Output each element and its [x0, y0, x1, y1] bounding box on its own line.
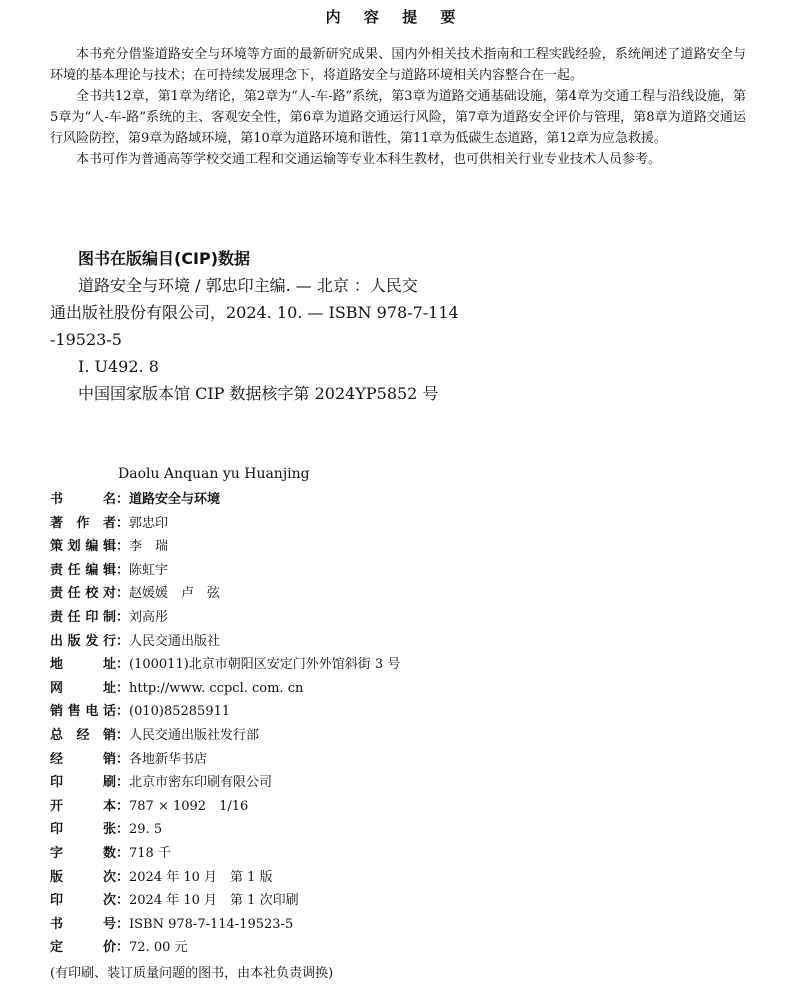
info-label: 责任校对	[50, 586, 116, 602]
info-value: 各地新华书店	[129, 751, 208, 767]
info-label: 印次	[50, 893, 116, 909]
info-row	[50, 677, 750, 701]
info-value: 718 千	[129, 845, 171, 861]
info-value: 郭忠印	[129, 515, 169, 531]
info-value: 北京市密东印刷有限公司	[129, 775, 273, 791]
info-label: 印刷	[50, 775, 116, 791]
info-value: 赵媛媛 卢 弦	[129, 586, 221, 602]
info-row	[50, 866, 750, 890]
cip-line: -19523-5	[50, 330, 122, 349]
summary-body	[50, 44, 746, 170]
info-colon: ：	[116, 680, 130, 696]
info-row	[50, 512, 750, 536]
info-value: 29. 5	[129, 822, 163, 838]
info-row	[50, 748, 750, 772]
info-label: 地址	[50, 657, 116, 673]
info-row	[50, 630, 750, 654]
info-row	[50, 818, 750, 842]
info-label: 书号	[50, 916, 116, 932]
info-value: 2024 年 10 月 第 1 版	[129, 869, 273, 885]
info-label: 印张	[50, 822, 116, 838]
info-colon: ：	[116, 633, 130, 649]
info-colon: ：	[116, 845, 130, 861]
info-value: 2024 年 10 月 第 1 次印刷	[129, 893, 299, 909]
info-value: 787 × 1092 1/16	[129, 798, 249, 814]
info-label: 定价	[50, 940, 116, 956]
cip-line: Ⅰ. U492. 8	[78, 357, 159, 376]
summary-paragraph: 本书可作为普通高等学校交通工程和交通运输等专业本科生教材，也可供相关行业专业技术人员参考。	[76, 152, 662, 167]
info-colon: ：	[116, 751, 130, 767]
info-row	[50, 795, 750, 819]
info-row	[50, 913, 750, 937]
info-colon: ：	[116, 586, 130, 602]
info-colon: ：	[116, 822, 130, 838]
info-colon: ：	[116, 916, 130, 932]
info-label: 著作者	[50, 515, 116, 531]
summary-title: 内 容 提 要	[325, 8, 465, 26]
info-colon: ：	[116, 869, 130, 885]
info-row	[50, 535, 750, 559]
info-label: 责任印制	[50, 609, 116, 625]
info-row	[50, 842, 750, 866]
info-colon: ：	[116, 704, 130, 720]
info-label: 版次	[50, 869, 116, 885]
cip-line: 道路安全与环境 / 郭忠印主编. — 北京 ：人民交	[78, 276, 418, 295]
info-row	[50, 700, 750, 724]
info-label: 经销	[50, 751, 116, 767]
info-colon: ：	[116, 775, 130, 791]
info-row	[50, 936, 750, 960]
info-value: http://www. ccpcl. com. cn	[129, 680, 304, 696]
cip-line: 中国国家版本馆 CIP 数据核字第 2024YP5852 号	[78, 384, 439, 403]
info-label: 字数	[50, 845, 116, 861]
info-label: 总经销	[50, 727, 116, 743]
info-colon: ：	[116, 940, 130, 956]
info-value: 人民交通出版社	[129, 633, 221, 649]
info-value: 道路安全与环境	[129, 492, 221, 507]
info-value: 72. 00 元	[129, 940, 188, 956]
info-label: 策划编辑	[50, 539, 116, 555]
quality-note: (有印刷、装订质量问题的图书，由本社负责调换)	[50, 966, 334, 981]
info-row	[50, 559, 750, 583]
info-colon: ：	[116, 515, 130, 531]
info-label: 书名	[50, 492, 116, 507]
info-value: 人民交通出版社发行部	[129, 727, 260, 743]
summary-paragraph: 全书共12章，第1章为绪论，第2章为“人-车-路”系统，第3章为道路交通基础设施，第4章为交通工程与沿线设施，第5章为“人-车-路”系统的主、客观安全性，第6章为道路交通运行风险，第7章为道路安全评价与管理，第8章为道路交通运行风险防控，第9章为路域环境，第10章为道路环境和谐性，第11章为低碳生态道路，第12章为应急救援。	[50, 89, 746, 146]
info-value: 陈虹宇	[129, 562, 169, 578]
info-label: 责任编辑	[50, 562, 116, 578]
info-colon: ：	[116, 492, 130, 507]
summary-paragraph: 本书充分借鉴道路安全与环境等方面的最新研究成果、国内外相关技术指南和工程实践经验，系统阐述了道路安全与环境的基本理论与技术；在可持续发展理念下，将道路安全与道路环境相关内容整合在一起。	[50, 47, 746, 83]
info-value: 李 瑞	[129, 539, 169, 555]
info-row	[50, 488, 750, 512]
info-colon: ：	[116, 727, 130, 743]
info-label: 网址	[50, 680, 116, 696]
cip-heading: 图书在版编目(CIP)数据	[78, 249, 251, 268]
cip-line: 通出版社股份有限公司，2024. 10. — ISBN 978-7-114	[50, 303, 459, 322]
info-value: 刘高彤	[129, 609, 169, 625]
pinyin-title: Daolu Anquan yu Huanjing	[118, 466, 310, 482]
info-colon: ：	[116, 893, 130, 909]
info-row	[50, 606, 750, 630]
info-colon: ：	[116, 562, 130, 578]
info-label: 出版发行	[50, 633, 116, 649]
info-colon: ：	[116, 798, 130, 814]
info-value: (100011)北京市朝阳区安定门外外馆斜街 3 号	[129, 657, 401, 673]
info-colon: ：	[116, 539, 130, 555]
info-colon: ：	[116, 657, 130, 673]
info-row	[50, 771, 750, 795]
info-row	[50, 889, 750, 913]
info-colon: ：	[116, 609, 130, 625]
publication-info	[50, 488, 750, 960]
info-row	[50, 724, 750, 748]
info-label: 销售电话	[50, 704, 116, 720]
info-row	[50, 653, 750, 677]
info-label: 开本	[50, 798, 116, 814]
info-value: ISBN 978-7-114-19523-5	[129, 916, 294, 932]
info-row	[50, 582, 750, 606]
cip-block	[50, 272, 470, 407]
info-value: (010)85285911	[129, 704, 231, 720]
